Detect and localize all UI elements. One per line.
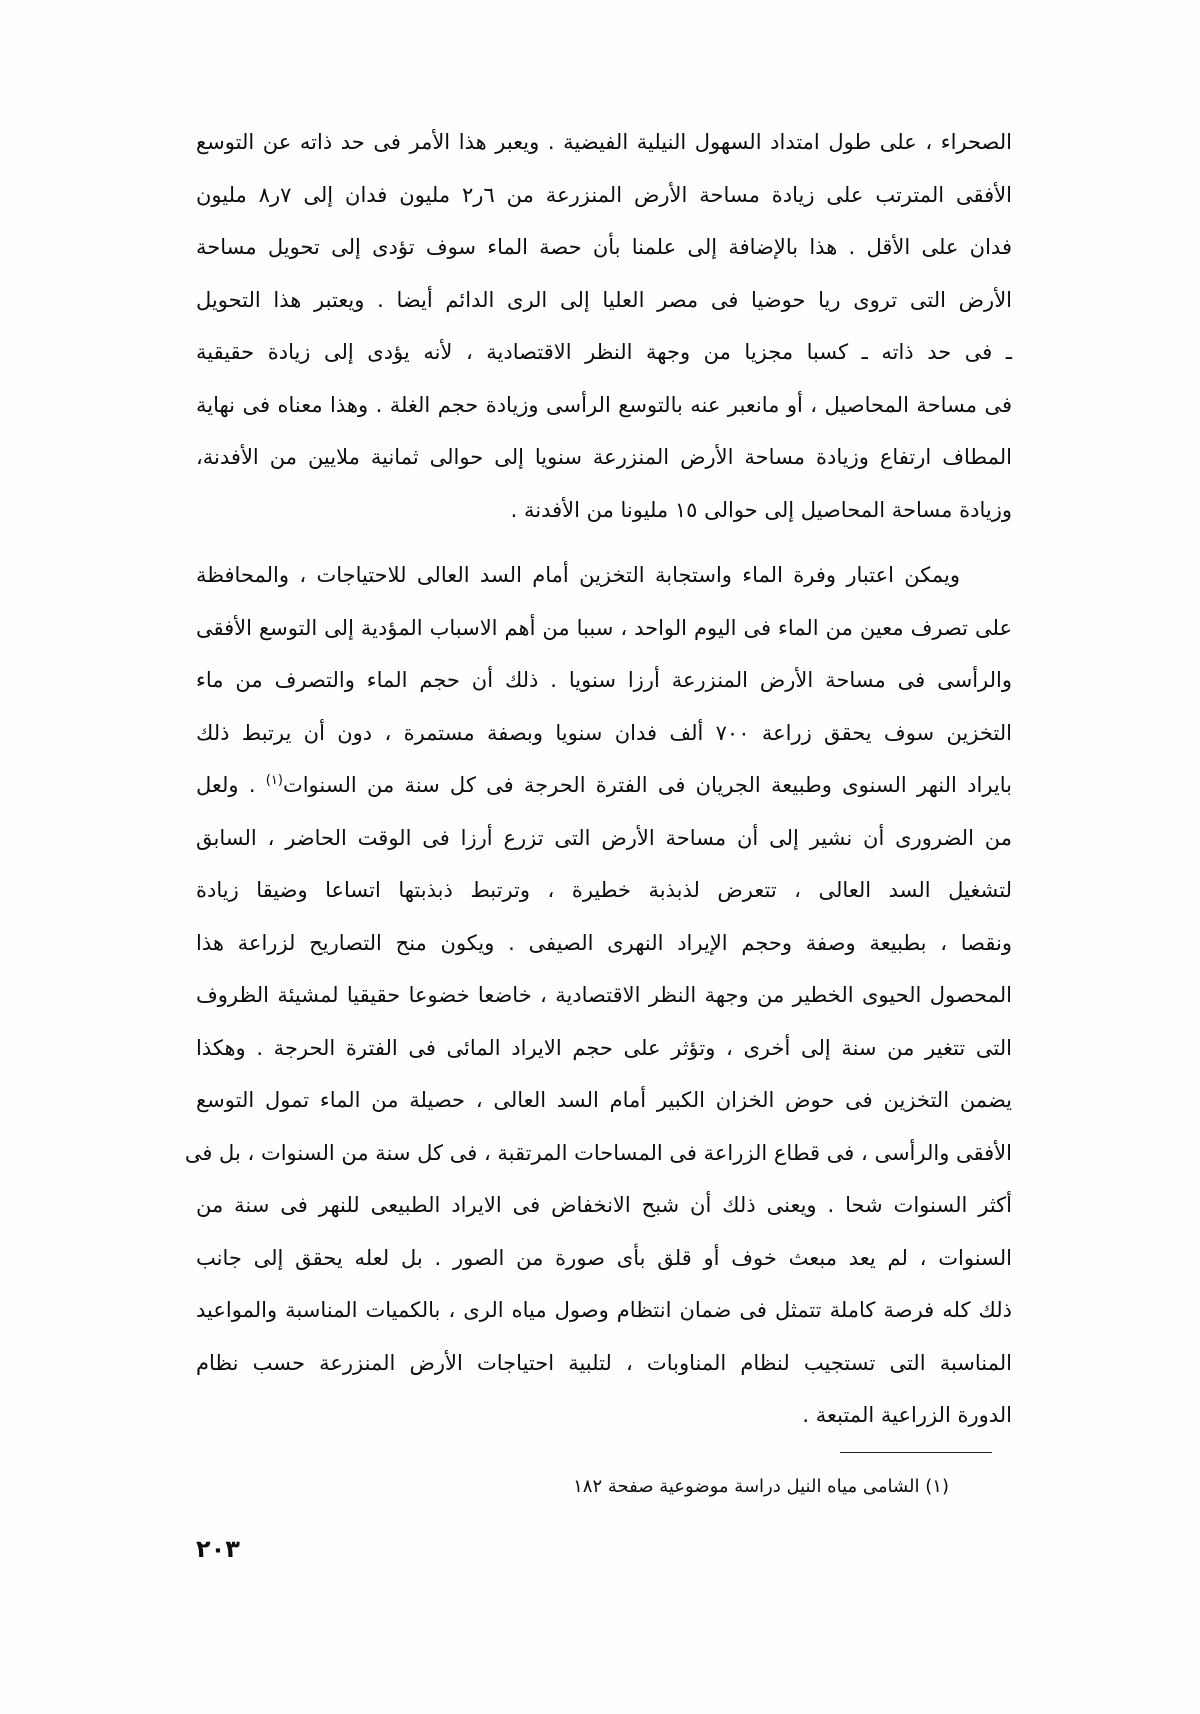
text-segment: بايراد النهر السنوى وطبيعة الجريان فى الفترة الحرجة فى كل سنة من السنوات — [282, 773, 1012, 797]
body-text — [184, 116, 1013, 1455]
text-line: ـ فى حد ذاته ـ كسبا مجزيا من وجهة النظر الاقتصادية ، لأنه يؤدى إلى زيادة حقيقية — [196, 340, 1012, 364]
text-line: لتشغيل السد العالى ، تتعرض لذبذبة خطيرة ، وترتبط ذبذبتها اتساعا وضيقا زيادة — [196, 878, 1012, 902]
text-line: التخزين سوف يحقق زراعة ٧٠٠ ألف فدان سنويا وبصفة مستمرة ، دون أن يرتبط ذلك — [196, 720, 1013, 745]
paragraph-1 — [196, 116, 1012, 536]
text-line: أكثر السنوات شحا . ويعنى ذلك أن شبح الانخفاض فى الايراد الطبيعى للنهر فى سنة من — [196, 1193, 1012, 1217]
text-line-with-footnote-ref — [196, 759, 1012, 812]
paragraph-2 — [184, 549, 1013, 1442]
page-number: ٢٠٣ — [196, 1535, 240, 1563]
footnote-marker: (١) — [265, 773, 283, 788]
text-line: ذلك كله فرصة كاملة تتمثل فى ضمان انتظام وصول مياه الرى ، بالكميات المناسبة والمواعيد — [196, 1298, 1012, 1322]
text-line: والرأسى فى مساحة الأرض المنزرعة أرزا سنويا . ذلك أن حجم الماء والتصرف من ماء — [196, 668, 1012, 692]
text-line: يضمن التخزين فى حوض الخزان الكبير أمام السد العالى ، حصيلة من الماء تمول التوسع — [196, 1088, 1012, 1112]
text-line: فى مساحة المحاصيل ، أو مانعبر عنه بالتوسع الرأسى وزيادة حجم الغلة . وهذا معناه فى نهاية — [196, 392, 1012, 417]
footnote-divider — [840, 1452, 992, 1453]
text-line: الصحراء ، على طول امتداد السهول النيلية الفيضية . ويعبر هذا الأمر فى حد ذاته عن التوسع — [196, 130, 1012, 154]
text-line: المطاف ارتفاع وزيادة مساحة الأرض المنزرعة سنويا إلى حوالى ثمانية ملايين من الأفدنة، — [196, 445, 1012, 469]
text-line: الأرض التى تروى ريا حوضيا فى مصر العليا إلى الرى الدائم أيضا . ويعتبر هذا التحويل — [196, 287, 1012, 312]
text-line: السنوات ، لم يعد مبعث خوف أو قلق بأى صورة من الصور . بل لعله يحقق إلى جانب — [196, 1245, 1012, 1270]
text-line: الأفقى المترتب على زيادة مساحة الأرض المنزرعة من ٦ر٢ مليون فدان إلى ٧ر٨ مليون — [196, 182, 1012, 207]
text-line: ونقصا ، بطبيعة وصفة وحجم الإيراد النهرى الصيفى . ويكون منح التصاريح لزراعة هذا — [196, 930, 1012, 955]
text-segment: . ولعل — [196, 773, 266, 797]
text-line: المحصول الحيوى الخطير من وجهة النظر الاقتصادية ، خاضعا خضوعا حقيقيا لمشيئة الظروف — [196, 983, 1012, 1007]
text-line: التى تتغير من سنة إلى أخرى ، وتؤثر على حجم الايراد المائى فى الفترة الحرجة . وهكذا — [196, 1035, 1012, 1060]
text-line: الأفقى والرأسى ، فى قطاع الزراعة فى المساحات المرتقبة ، فى كل سنة من السنوات ، بل فى — [184, 1140, 1012, 1165]
footnote: (١) الشامى مياه النيل دراسة موضوعية صفحة ١٨٢ — [573, 1476, 949, 1497]
text-line: فدان على الأقل . هذا بالإضافة إلى علمنا بأن حصة الماء سوف تؤدى إلى تحويل مساحة — [196, 235, 1012, 259]
text-line: المناسبة التى تستجيب لنظام المناوبات ، لتلبية احتياجات الأرض المنزرعة حسب نظام — [196, 1350, 1012, 1375]
text-line: الدورة الزراعية المتبعة . — [802, 1403, 1012, 1427]
text-line: ويمكن اعتبار وفرة الماء واستجابة التخزين أمام السد العالى للاحتياجات ، والمحافظة — [196, 563, 960, 587]
text-line: على تصرف معين من الماء فى اليوم الواحد ، سببا من أهم الاسباب المؤدية إلى التوسع الأفقى — [196, 615, 1012, 640]
text-line: وزيادة مساحة المحاصيل إلى حوالى ١٥ مليونا من الأفدنة . — [510, 497, 1012, 522]
text-line: من الضرورى أن نشير إلى أن مساحة الأرض التى تزرع أرزا فى الوقت الحاضر ، السابق — [196, 825, 1012, 850]
